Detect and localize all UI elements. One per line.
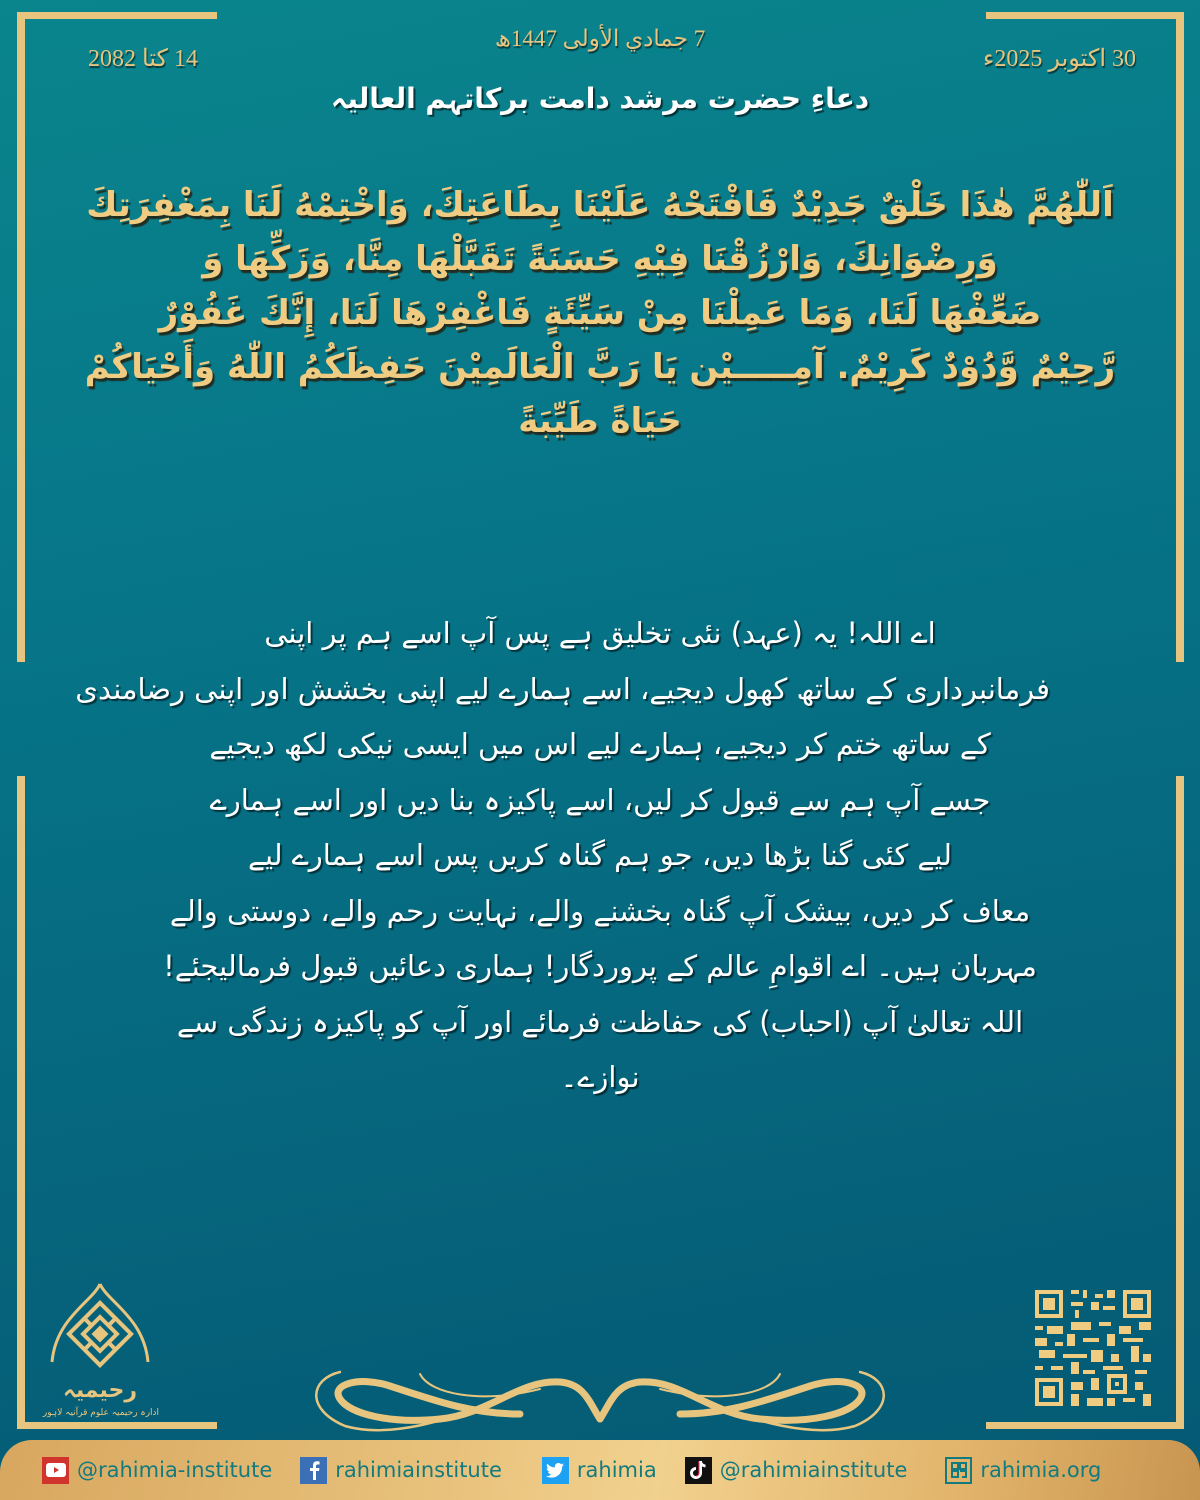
arabic-line: وَرِضْوَانِكَ، وَارْزُقْنَا فِيْهِ حَسَنَةً تَقَبَّلْهَا مِنَّا، وَزَكِّهَا وَ bbox=[202, 239, 998, 279]
urdu-translation bbox=[75, 606, 1050, 1106]
frame-bottom-right-horizontal bbox=[986, 1422, 1184, 1429]
frame-bottom-left-vertical bbox=[17, 776, 25, 1429]
arabic-line: ضَعِّفْهَا لَنَا، وَمَا عَمِلْنَا مِنْ سَيِّئَةٍ فَاغْفِرْهَا لَنَا، إِنَّكَ غَفُوْرٌ bbox=[158, 293, 1042, 333]
logo-name: رحیمیہ bbox=[62, 1378, 138, 1403]
urdu-line: اللہ تعالیٰ آپ (احباب) کی حفاظت فرمائے اور آپ کو پاکیزہ زندگی سے bbox=[176, 1004, 1024, 1039]
tiktok-handle: @rahimiainstitute bbox=[719, 1458, 908, 1482]
frame-top-right-horizontal bbox=[986, 12, 1184, 19]
twitter-icon bbox=[542, 1457, 569, 1484]
website-icon bbox=[945, 1457, 972, 1484]
urdu-line: نوازے۔ bbox=[560, 1060, 640, 1094]
facebook-icon bbox=[300, 1457, 327, 1484]
urdu-line: اے اللہ! یہ (عہد) نئی تخلیق ہے پس آپ اسے ہم پر اپنی bbox=[264, 616, 936, 650]
youtube-handle: @rahimia-institute bbox=[77, 1458, 273, 1482]
website-url: rahimia.org bbox=[980, 1458, 1102, 1482]
frame-bottom-right-vertical bbox=[1176, 776, 1184, 1429]
website-link[interactable] bbox=[945, 1457, 1101, 1484]
date-hijri: 7 جمادي الأولى 1447ھ bbox=[494, 26, 706, 51]
logo-subtitle: ادارہ رحیمیہ علوم قرآنیہ لاہور bbox=[42, 1408, 160, 1418]
arabic-line: رَّحِيْمٌ وَّدُوْدٌ كَرِيْمٌ. آمِـــــيْن يَا رَبَّ الْعَالَمِيْنَ حَفِظَكُمُ اللّٰهُ وَأَحْيَاكُمْ bbox=[84, 347, 1116, 387]
tiktok-link[interactable] bbox=[685, 1457, 908, 1484]
facebook-handle: rahimiainstitute bbox=[335, 1458, 502, 1482]
arabic-line: اَللّٰهُمَّ هٰذَا خَلْقٌ جَدِيْدٌ فَافْتَحْهُ عَلَيْنَا بِطَاعَتِكَ، وَاخْتِمْهُ لَنَا بِمَغْفِرَتِكَ bbox=[86, 185, 1114, 225]
qr-code-icon[interactable] bbox=[1033, 1290, 1153, 1406]
urdu-line: معاف کر دیں، بیشک آپ گناہ بخشنے والے، نہایت رحم والے، دوستی والے bbox=[169, 893, 1031, 928]
youtube-icon bbox=[42, 1457, 69, 1484]
facebook-link[interactable] bbox=[300, 1457, 502, 1484]
urdu-line: فرمانبرداری کے ساتھ کھول دیجیے، اسے ہمارے لیے اپنی بخشش اور اپنی رضامندی bbox=[75, 671, 1050, 706]
urdu-line: مہربان ہیں۔ اے اقوامِ عالم کے پروردگار! ہماری دعائیں قبول فرمالیجئے! bbox=[163, 949, 1037, 983]
urdu-line: کے ساتھ ختم کر دیجیے، ہمارے لیے اس میں ایسی نیکی لکھ دیجیے bbox=[209, 727, 991, 761]
tiktok-icon bbox=[685, 1457, 712, 1484]
ornament-flourish-icon bbox=[300, 1364, 900, 1436]
urdu-line: جسے آپ ہم سے قبول کر لیں، اسے پاکیزہ بنا دیں اور اسے ہمارے bbox=[209, 782, 991, 817]
twitter-link[interactable] bbox=[542, 1457, 657, 1484]
twitter-handle: rahimia bbox=[576, 1458, 657, 1482]
date-nepali: 14 کتا 2082 bbox=[88, 46, 198, 72]
arabic-line: حَيَاةً طَيِّبَةً bbox=[518, 401, 682, 441]
date-gregorian: 30 اکتوبر 2025ء bbox=[983, 46, 1136, 72]
page-title: دعاءِ حضرت مرشد دامت برکاتہم العالیہ bbox=[330, 82, 870, 115]
arabic-dua bbox=[70, 178, 1130, 448]
urdu-line: لیے کئی گنا بڑھا دیں، جو ہم گناہ کریں پس اسے ہمارے لیے bbox=[247, 838, 953, 872]
youtube-link[interactable] bbox=[42, 1457, 272, 1484]
frame-top-left-horizontal bbox=[17, 12, 217, 19]
footer-social-bar bbox=[0, 1440, 1200, 1500]
